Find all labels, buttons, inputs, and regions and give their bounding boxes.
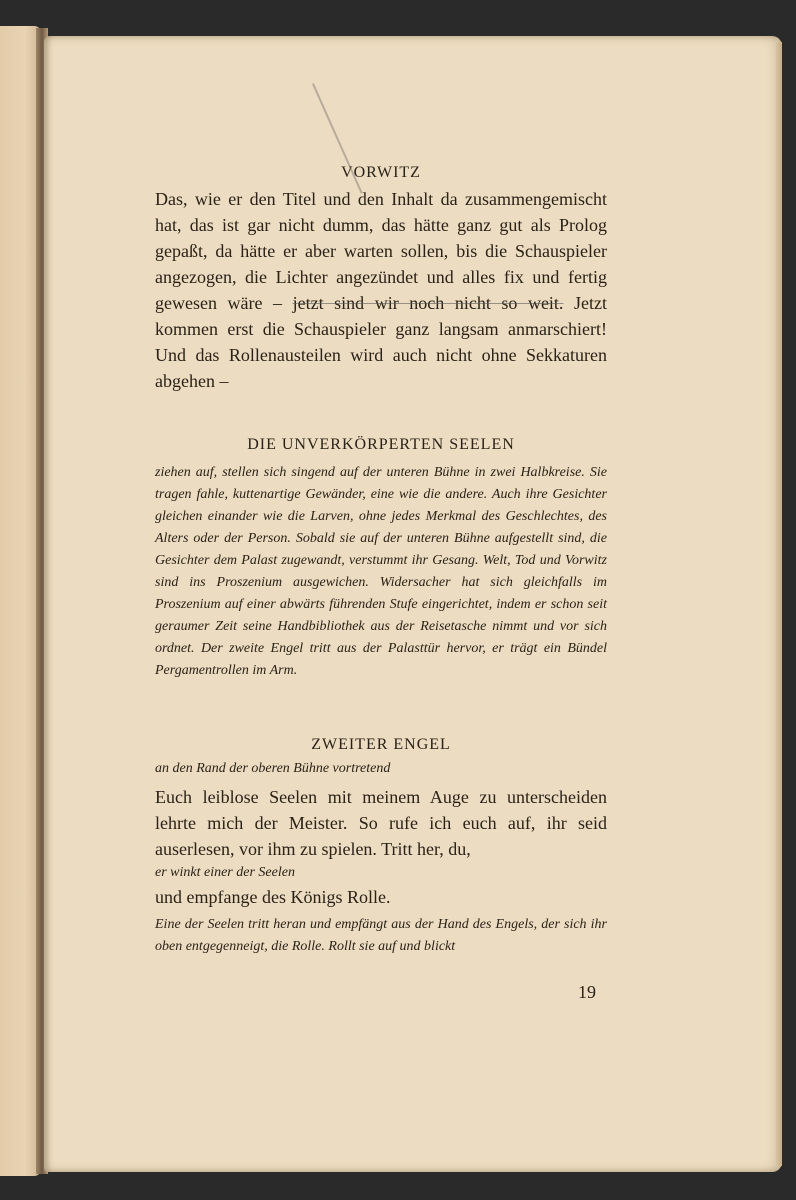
stage-direction-engel: an den Rand der oberen Bühne vortretend bbox=[155, 761, 391, 776]
page-number: 19 bbox=[578, 982, 596, 1002]
stage-direction-seelen: ziehen auf, stellen sich singend auf der unteren Bühne in zwei Halbkreise. Sie tragen fahle, kuttenartige Gewänder, eine wie die andere. Auch ihre Gesichter gleichen einander wie die Larven, ohne jedes Merkmal des Geschlechtes, des Alters oder der Person. Sobald sie auf der unteren Bühne aufgestellt sind, die Gesichter dem Palast zugewandt, verstummt ihr Gesang. Welt, Tod und Vorwitz sind ins Proszenium ausgewichen. Widersacher hat sich gleichfalls im Proszenium auf einer abwärts führenden Stufe eingerichtet, indem er schon seit geraumer Zeit seine Handbibliothek aus der Reisetasche nimmt und vor sich ordnet. Der zweite Engel tritt aus der Palasttür hervor, er trägt ein Bündel Pergamentrollen im Arm. bbox=[155, 465, 607, 678]
struck-text: jetzt sind wir noch nicht so weit. bbox=[292, 293, 564, 313]
stage-direction-seele: Eine der Seelen tritt heran und empfängt aus der Hand des Engels, der sich ihr oben entgegenneigt, die Rolle. Rollt sie auf und blickt bbox=[155, 917, 607, 954]
speaker-vorwitz: VORWITZ bbox=[341, 164, 421, 181]
engel-speech-continued: und empfange des Königs Rolle. bbox=[155, 887, 391, 907]
engel-speech: Euch leiblose Seelen mit meinem Auge zu unterscheiden lehrte mich der Meister. So rufe ich euch auf, ihr seid auserlesen, vor ihm zu spielen. Tritt her, du, bbox=[155, 787, 607, 859]
vorwitz-speech bbox=[155, 186, 607, 394]
vorwitz-speech-rest: Jetzt kommen erst die Schauspieler ganz langsam anmarschiert! Und das Rollenausteilen wird auch nicht ohne Sekkaturen abgehen – bbox=[155, 293, 607, 391]
vorwitz-speech-text: Das, wie er den Titel und den Inhalt da zusammengemischt hat, das ist gar nicht dumm, das hätte ganz gut als Prolog gepaßt, da hätte er aber warten sollen, bis die Schauspieler angezogen, die Lichter angezündet und alles fix und fertig gewesen wäre – bbox=[155, 189, 607, 313]
speaker-seelen: DIE UNVERKÖRPERTEN SEELEN bbox=[247, 436, 515, 453]
page-edge bbox=[776, 42, 782, 1166]
speaker-zweiter-engel: ZWEITER ENGEL bbox=[311, 736, 451, 753]
stage-direction-winkt: er winkt einer der Seelen bbox=[155, 865, 295, 880]
